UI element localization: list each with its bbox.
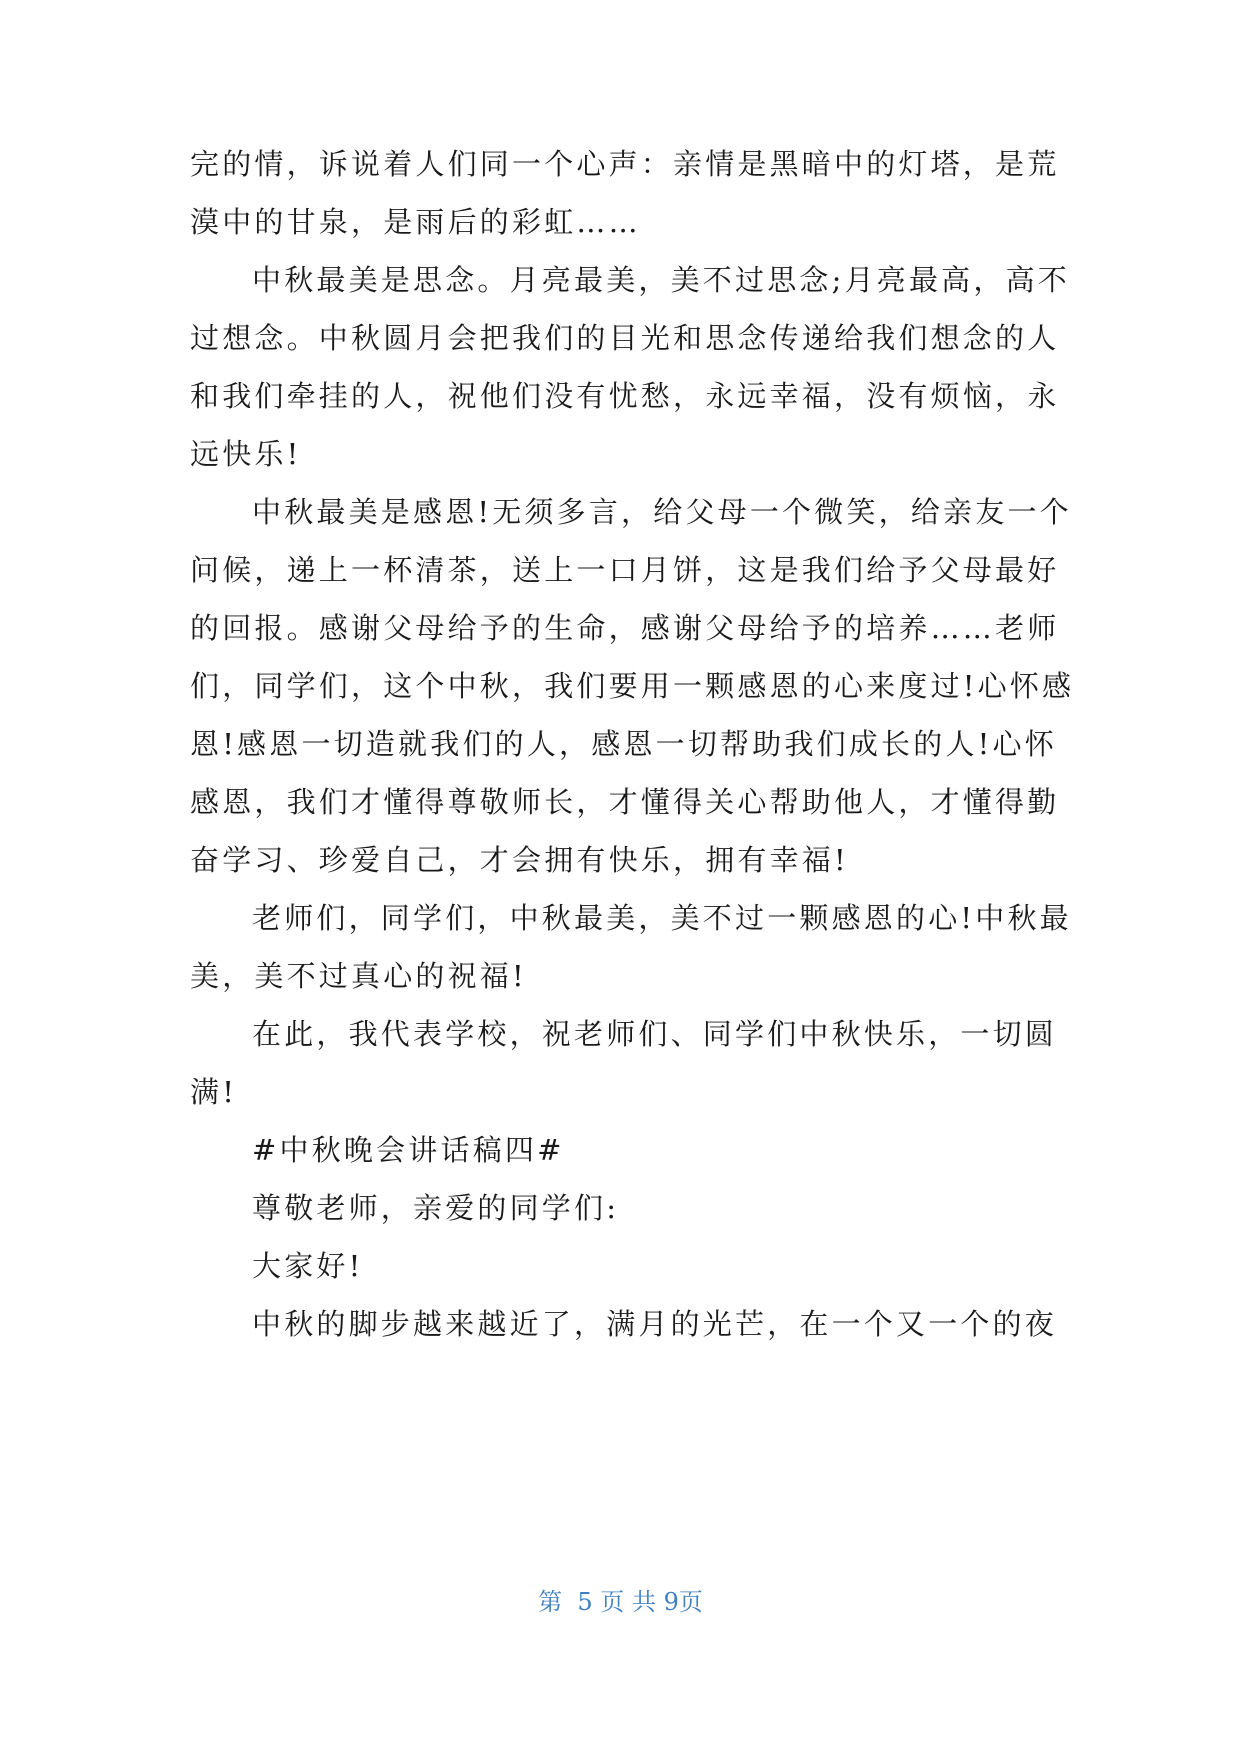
text-line: 和我们牵挂的人，祝他们没有忧愁，永远幸福，没有烦恼，永 [190,379,1060,413]
greeting: 大家好! [252,1249,364,1283]
paragraph-first-line: 在此，我代表学校，祝老师们、同学们中秋快乐，一切圆 [252,1017,1058,1051]
text-line: 完的情，诉说着人们同一个心声：亲情是黑暗中的灯塔，是荒 [190,147,1060,181]
paragraph-first-line: 中秋最美是感恩!无须多言，给父母一个微笑，给亲友一个 [252,495,1072,529]
paragraph-first-line: 老师们，同学们，中秋最美，美不过一颗感恩的心!中秋最 [252,901,1072,935]
text-line: 问候，递上一杯清茶，送上一口月饼，这是我们给予父母最好 [190,553,1060,587]
text-line: 漠中的甘泉，是雨后的彩虹…… [190,205,641,239]
text-line: 们，同学们，这个中秋，我们要用一颗感恩的心来度过!心怀感 [190,669,1075,703]
text-line: 美，美不过真心的祝福! [190,959,527,993]
section-heading: #中秋晚会讲话稿四# [252,1133,565,1167]
text-line: 恩!感恩一切造就我们的人，感恩一切帮助我们成长的人!心怀 [190,727,1057,761]
text-line: 的回报。感谢父母给予的生命，感谢父母给予的培养……老师 [190,611,1060,645]
text-line: 感恩，我们才懂得尊敬师长，才懂得关心帮助他人，才懂得勤 [190,785,1060,819]
salutation: 尊敬老师，亲爱的同学们: [252,1191,620,1225]
text-line: 满! [190,1075,238,1109]
page-number-footer: 第 5 页 共 9页 [538,1588,703,1616]
paragraph-first-line: 中秋最美是思念。月亮最美，美不过思念;月亮最高，高不 [252,263,1070,297]
paragraph-first-line: 中秋的脚步越来越近了，满月的光芒，在一个又一个的夜 [252,1307,1058,1341]
text-line: 奋学习、珍爱自己，才会拥有快乐，拥有幸福! [190,843,849,877]
text-line: 远快乐! [190,437,302,471]
text-line: 过想念。中秋圆月会把我们的目光和思念传递给我们想念的人 [190,321,1060,355]
